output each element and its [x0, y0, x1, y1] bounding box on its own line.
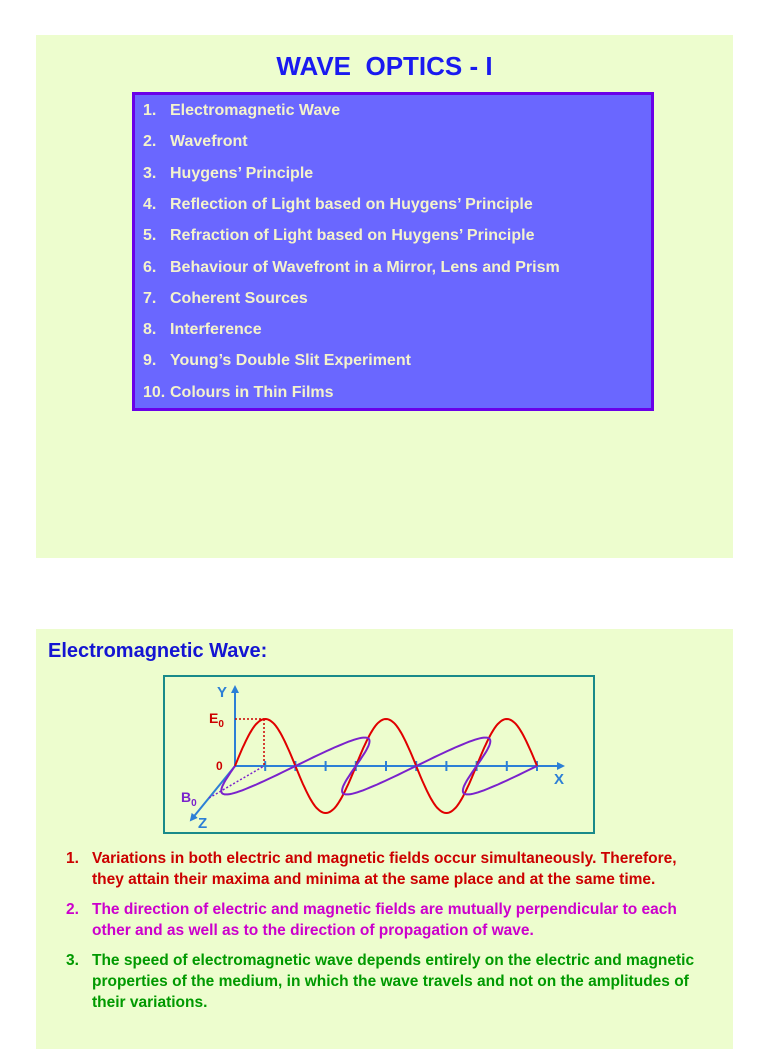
list-item — [60, 899, 710, 941]
list-item-text: The direction of electric and magnetic fields are mutually perpendicular to each other and as well as to the direction of propagation of wave. — [92, 901, 677, 939]
list-item-text: Variations in both electric and magnetic fields occur simultaneously. Therefore, they attain their maxima and minima at the same place and at the same time. — [92, 850, 677, 888]
toc-item-label: Coherent Sources — [170, 289, 308, 307]
toc-item-label: Behaviour of Wavefront in a Mirror, Lens and Prism — [170, 258, 560, 276]
list-item-text: The speed of electromagnetic wave depends entirely on the electric and magnetic properties of the medium, in which the wave travels and not on the amplitudes of their variations. — [92, 952, 695, 1011]
x-axis-label: X — [554, 771, 565, 788]
toc-item-number: 1. — [143, 102, 157, 119]
toc-item-number: 5. — [143, 227, 157, 245]
em-wave-svg — [165, 677, 593, 832]
toc-item-number: 6. — [143, 258, 157, 276]
toc-item-number: 2. — [143, 133, 157, 151]
toc-item-number: 8. — [143, 321, 157, 339]
list-item-number: 1. — [66, 850, 79, 867]
z-axis-label: Z — [198, 815, 208, 832]
toc-item — [143, 189, 533, 220]
toc-item — [143, 220, 535, 251]
toc-item-number: 9. — [143, 352, 157, 370]
slide-2 — [36, 629, 733, 1049]
table-of-contents — [132, 92, 654, 411]
slide-title: WAVE OPTICS - I — [276, 51, 493, 81]
section-title: Electromagnetic Wave: — [48, 640, 268, 662]
origin-label: 0 — [216, 759, 223, 773]
toc-item-label: Wavefront — [170, 133, 248, 151]
toc-item-number: 10. — [143, 383, 166, 401]
toc-item-label: Colours in Thin Films — [170, 383, 334, 401]
toc-item-label: Interference — [170, 321, 262, 339]
y-axis-label: Y — [217, 684, 228, 701]
slide-1 — [36, 35, 733, 558]
toc-item-number: 4. — [143, 195, 157, 213]
toc-item — [143, 158, 313, 189]
e0-label: $E_0$ — [209, 710, 224, 730]
toc-item-number: 3. — [143, 164, 157, 182]
toc-item-label: Huygens’ Principle — [170, 164, 314, 182]
list-item-number: 3. — [66, 952, 79, 969]
b0-label: $B_0$ — [181, 789, 197, 809]
em-wave-diagram — [163, 675, 595, 834]
toc-item — [143, 283, 308, 314]
list-item — [60, 848, 710, 890]
list-item-number: 2. — [66, 901, 79, 918]
toc-item — [143, 252, 560, 283]
toc-item-label: Refraction of Light based on Huygens’ Principle — [170, 227, 535, 245]
toc-item — [143, 126, 248, 157]
toc-item — [143, 345, 411, 376]
toc-item — [143, 314, 262, 345]
toc-item-number: 7. — [143, 289, 157, 307]
list-item — [60, 950, 710, 1013]
toc-item-label: Electromagnetic Wave — [170, 102, 341, 119]
toc-item — [143, 377, 334, 408]
toc-item — [143, 95, 340, 126]
properties-list — [60, 848, 710, 1022]
toc-item-label: Young’s Double Slit Experiment — [170, 352, 411, 370]
toc-item-label: Reflection of Light based on Huygens’ Principle — [170, 195, 533, 213]
